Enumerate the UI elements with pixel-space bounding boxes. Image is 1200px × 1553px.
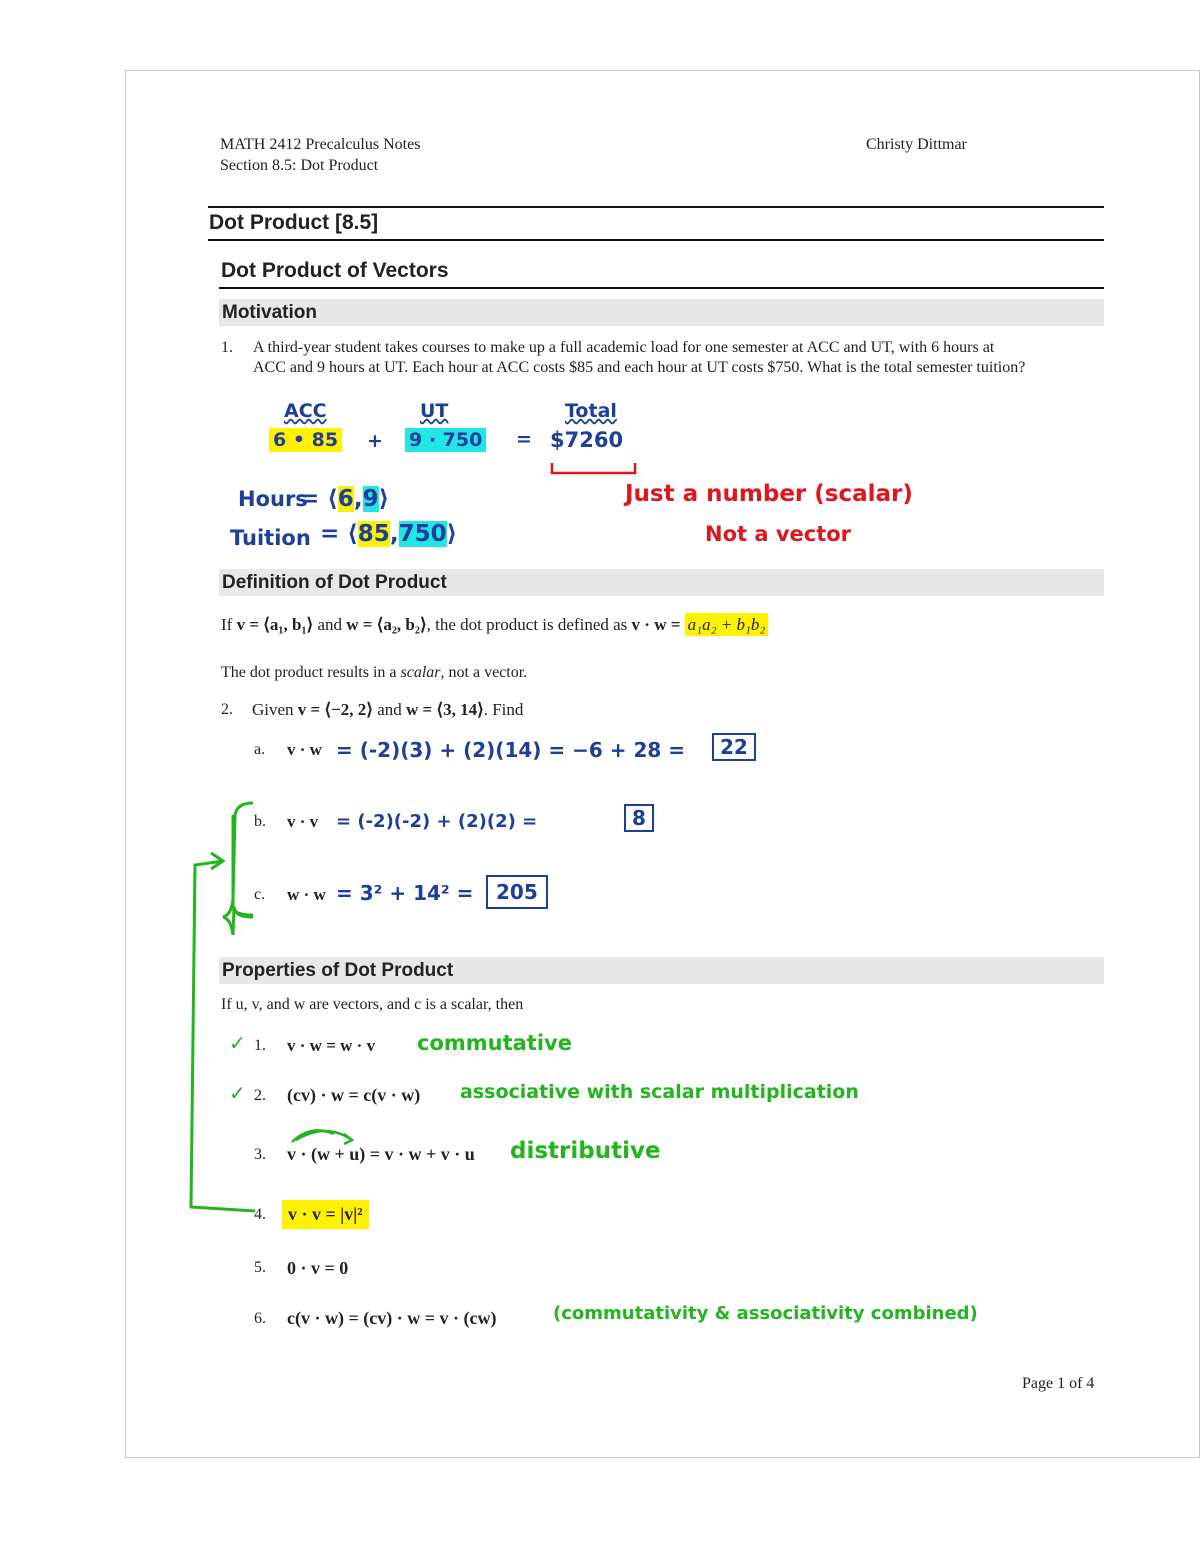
problem-1-number: 1. xyxy=(221,339,233,356)
property-5-expr: 0 · v = 0 xyxy=(287,1258,349,1278)
problem-2-number: 2. xyxy=(221,701,233,718)
property-1-note: commutative xyxy=(417,1031,572,1055)
hw-total-value: $7260 xyxy=(550,428,624,452)
definition-formula: a₁a₂ + b₁b₂ xyxy=(685,613,769,636)
property-2-expr: (cv) · w = c(v · w) xyxy=(287,1085,421,1105)
part-a-work: = (-2)(3) + (2)(14) = −6 + 28 = xyxy=(336,738,686,762)
check-icon: ✓ xyxy=(229,1081,246,1105)
definition-line: If v = ⟨a₁, b₁⟩ and w = ⟨a₂, b₂⟩, the dot product is defined as v · w = a₁a₂ + b₁b₂ xyxy=(221,615,768,635)
hw-tuition-label: Tuition xyxy=(230,526,311,550)
properties-heading: Properties of Dot Product xyxy=(222,960,454,981)
hw-acc-label: ACC xyxy=(284,400,327,422)
hw-note-scalar: Just a number (scalar) xyxy=(625,481,913,507)
property-3-note: distributive xyxy=(510,1138,661,1164)
property-3-num: 3. xyxy=(254,1146,266,1163)
part-a-answer: 22 xyxy=(712,733,756,761)
definition-band xyxy=(219,569,1104,596)
properties-band xyxy=(219,957,1104,984)
problem-1-line2: ACC and 9 hours at UT. Each hour at ACC costs $85 and each hour at UT costs $750. What is the total semester tuition? xyxy=(253,359,1026,376)
hw-hours-label: Hours xyxy=(238,487,308,511)
part-b-work: = (-2)(-2) + (2)(2) = xyxy=(336,811,538,832)
property-6-expr: c(v · w) = (cv) · w = v · (cw) xyxy=(287,1308,497,1328)
hw-hours-vec: = ⟨6,9⟩ xyxy=(300,486,390,512)
part-a-expr: v · w xyxy=(287,740,322,759)
page-number: Page 1 of 4 xyxy=(1022,1375,1095,1392)
property-6-num: 6. xyxy=(254,1310,266,1327)
property-4-expr: v · v = |v|² xyxy=(282,1200,369,1229)
property-2-num: 2. xyxy=(254,1087,266,1104)
part-b-label: b. xyxy=(254,813,266,830)
subtitle: Dot Product of Vectors xyxy=(221,259,449,282)
scalar-note: The dot product results in a scalar, not a vector. xyxy=(221,664,528,681)
problem-2-given: Given v = ⟨−2, 2⟩ and w = ⟨3, 14⟩. Find xyxy=(252,700,524,719)
part-c-expr: w · w xyxy=(287,885,326,904)
hw-acc-expr: 6 • 85 xyxy=(269,428,342,452)
subtitle-rule xyxy=(219,287,1104,289)
motivation-band xyxy=(219,299,1104,326)
definition-heading: Definition of Dot Product xyxy=(222,572,447,593)
part-b-expr: v · v xyxy=(287,812,319,831)
hw-equals: = xyxy=(516,428,532,450)
hw-total-label: Total xyxy=(565,400,617,422)
problem-1-line1: A third-year student takes courses to make up a full academic load for one semester at ACC and UT, with 6 hours at xyxy=(253,339,995,356)
property-1-num: 1. xyxy=(254,1037,266,1054)
hw-note-not-vector: Not a vector xyxy=(705,522,852,546)
part-b-answer: 8 xyxy=(624,804,654,832)
properties-intro: If u, v, and w are vectors, and c is a scalar, then xyxy=(221,996,524,1013)
title-rule-bottom xyxy=(208,239,1104,241)
hw-ut-label: UT xyxy=(420,400,449,422)
section-title: Section 8.5: Dot Product xyxy=(220,157,379,174)
property-5-num: 5. xyxy=(254,1259,266,1276)
property-6-note: (commutativity & associativity combined) xyxy=(553,1303,978,1324)
motivation-heading: Motivation xyxy=(222,302,317,323)
part-c-label: c. xyxy=(254,886,266,903)
course-title: MATH 2412 Precalculus Notes xyxy=(220,136,421,153)
title-rule-top xyxy=(208,206,1104,208)
page-title: Dot Product [8.5] xyxy=(209,211,379,234)
property-1-expr: v · w = w · v xyxy=(287,1036,376,1055)
distribute-arrow-icon xyxy=(286,1124,366,1146)
author-name: Christy Dittmar xyxy=(866,136,967,153)
hw-total-bracket xyxy=(548,460,640,478)
hw-plus: + xyxy=(367,430,383,452)
part-c-answer: 205 xyxy=(486,875,548,909)
property-3-expr: v · (w + u) = v · w + v · u xyxy=(287,1144,475,1164)
property-4-num: 4. xyxy=(254,1206,266,1223)
part-a-label: a. xyxy=(254,741,266,758)
hw-tuition-vec: = ⟨85,750⟩ xyxy=(320,521,458,547)
property-2-note: associative with scalar multiplication xyxy=(460,1081,859,1103)
part-c-work: = 3² + 14² = xyxy=(336,881,474,905)
hw-ut-expr: 9 · 750 xyxy=(405,428,486,452)
check-icon: ✓ xyxy=(229,1031,246,1055)
